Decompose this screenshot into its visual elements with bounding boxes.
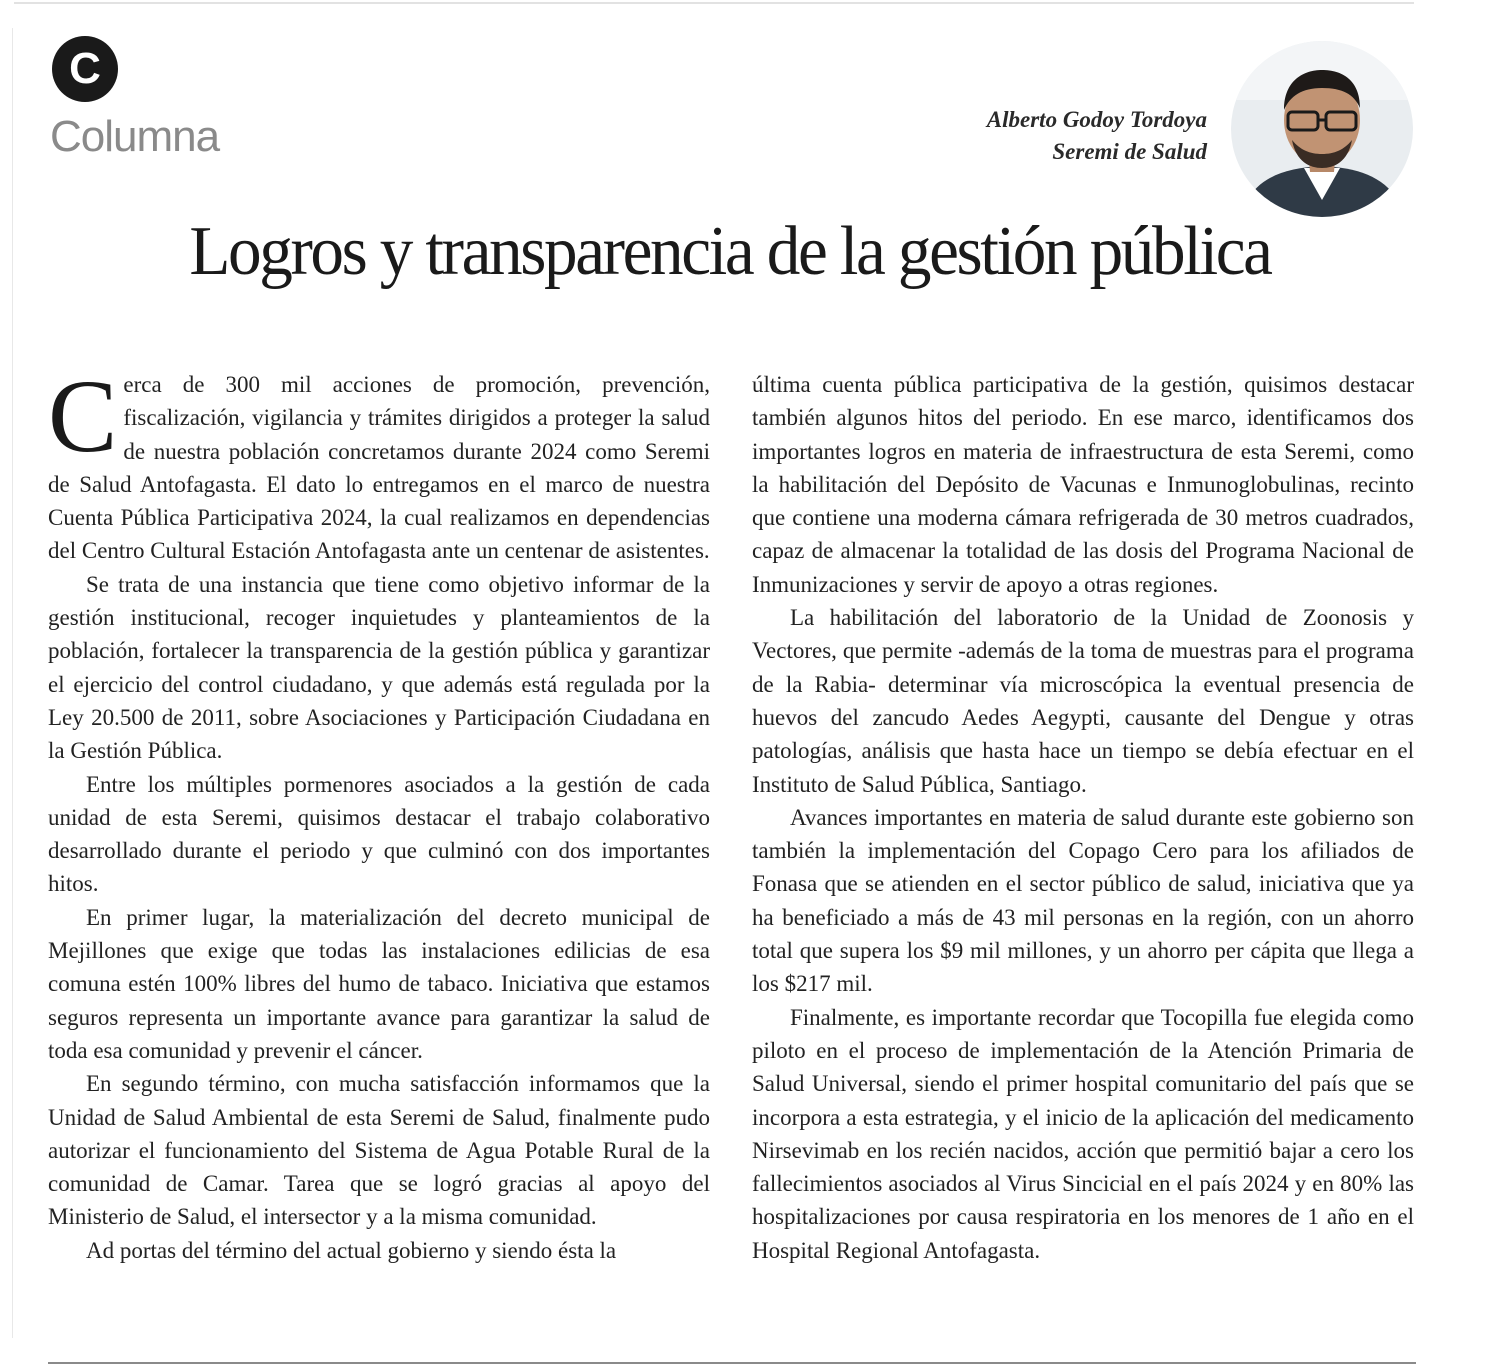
article-paragraph: La habilitación del laboratorio de la Unidad de Zoonosis y Vectores, que permite -además de la toma de muestras para el programa de la Rabia- determinar vía microscópica la eventual presencia de huevos del zancudo Aedes Aegypti, causante del Dengue y otras patologías, análisis que hasta hace un tiempo se debía efectuar en el Instituto de Salud Pública, Santiago. xyxy=(752,605,1414,797)
author-name: Alberto Godoy Tordoya xyxy=(986,107,1207,132)
article-paragraph: Se trata de una instancia que tiene como objetivo informar de la gestión institucional, recoger inquietudes y planteamientos de la población, fortalecer la transparencia de la gestión pública y garantizar el ejercicio del control ciudadano, y que además está regulada por la Ley 20.500 de 2011, sobre Asociaciones y Participación Ciudadana en la Gestión Pública. xyxy=(48,571,710,764)
article-column-right xyxy=(752,368,1414,1267)
author-role: Seremi de Salud xyxy=(1052,139,1207,164)
headline: Logros y transparencia de la gestión pública xyxy=(189,213,1271,290)
article-paragraph: Entre los múltiples pormenores asociados a la gestión de cada unidad de esta Seremi, quisimos destacar el trabajo colaborativo desarrollado durante el periodo y que culminó con dos importantes hitos. xyxy=(48,771,710,897)
byline xyxy=(987,104,1207,168)
article-paragraph: última cuenta pública participativa de la gestión, quisimos destacar también algunos hitos del periodo. En ese marco, identificamos dos importantes logros en materia de infraestructura de esta Seremi, como la habilitación del Depósito de Vacunas e Inmunoglobulinas, recinto que contiene una moderna cámara refrigerada de 30 metros cuadrados, capaz de almacenar la totalidad de las dosis del Programa Nacional de Inmunizaciones y servir de apoyo a otras regiones. xyxy=(752,372,1414,597)
section-label: Columna xyxy=(50,112,220,161)
article-paragraph: En primer lugar, la materialización del decreto municipal de Mejillones que exige que todas las instalaciones edilicias de esa comuna estén 100% libres del humo de tabaco. Iniciativa que estamos seguros representa un importante avance para garantizar la salud de toda esa comunidad y prevenir el cáncer. xyxy=(48,904,710,1063)
author-photo xyxy=(1230,40,1414,218)
article-paragraph-text: erca de 300 mil acciones de promoción, prevención, fiscalización, vigilancia y trámites dirigidos a proteger la salud de nuestra población concretamos durante 2024 como Seremi de Salud Antofagasta. El dato lo entregamos en el marco de nuestra Cuenta Pública Participativa 2024, la cual realizamos en dependencias del Centro Cultural Estación Antofagasta ante un centenar de asistentes. xyxy=(48,372,710,564)
bottom-rule xyxy=(48,1362,1416,1364)
drop-cap: C xyxy=(48,359,118,474)
side-rule xyxy=(12,28,13,1338)
article-paragraph: Finalmente, es importante recordar que Tocopilla fue elegida como piloto en el proceso de implementación de la Atención Primaria de Salud Universal, siendo el primer hospital comunitario del país que se incorpora a esta estrategia, y el inicio de la aplicación del medicamento Nirsevimab en los recién nacidos, acción que permitió bajar a cero los fallecimientos asociados al Virus Sincicial en el país 2024 y en 80% las hospitalizaciones por causa respiratoria en los menores de 1 año en el Hospital Regional Antofagasta. xyxy=(752,1004,1414,1263)
article-paragraph xyxy=(48,359,710,568)
article-column-left xyxy=(48,359,710,1267)
article-paragraph: Avances importantes en materia de salud durante este gobierno son también la implementación del Copago Cero para los afiliados de Fonasa que se atienden en el sector público de salud, iniciativa que ya ha beneficiado a más de 43 mil personas en la región, con un ahorro total que supera los $9 mil millones, y un ahorro per cápita que llega a los $217 mil. xyxy=(752,804,1414,997)
top-rule xyxy=(14,2,1414,4)
article-paragraph: Ad portas del término del actual gobierno y siendo ésta la xyxy=(86,1237,617,1263)
article-paragraph: En segundo término, con mucha satisfacción informamos que la Unidad de Salud Ambiental de esta Seremi de Salud, finalmente pudo autorizar el funcionamiento del Sistema de Agua Potable Rural de la comunidad de Camar. Tarea que se logró gracias al apoyo del Ministerio de Salud, el intersector y a la misma comunidad. xyxy=(48,1071,710,1230)
section-badge: C xyxy=(52,36,118,102)
